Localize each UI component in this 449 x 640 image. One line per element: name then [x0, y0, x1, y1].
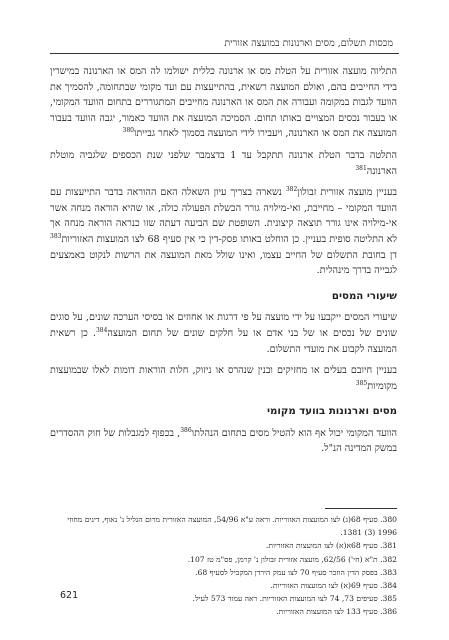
footnote-385: 385. סעיפים 73, 74 לצו המועצות האזוריות. ראה עמוד 573 לעיל.: [192, 594, 397, 604]
footnote-ref-385[interactable]: 385: [355, 379, 368, 387]
footnote-380: 380. סעיף 68(ג) לצו המועצות האזוריות. וראה ע"א 54/96, המועצה האזורית מרום הגליל נ' נאוף, דינים מחוזי 1996 (3) 1381.: [67, 515, 397, 538]
footnote-ref-383[interactable]: 383: [50, 232, 62, 240]
footnotes-list: [50, 513, 397, 619]
page-number: 621: [60, 590, 79, 601]
section-heading-local-committee: מסים וארנונות בוועד מקומי: [267, 406, 397, 418]
footnote-383: 383. בפסק הדין הוזכר סעיף 70 לצו עמק הירדן המקביל לסעיף 68.: [195, 567, 397, 577]
footnote-ref-382[interactable]: 382: [285, 185, 298, 193]
paragraph-1: התליוה מועצה אזורית על הטלת מס או ארנונה כללית ישולמו לה המס או הארנונה במישרין בידי החייבים בהם, ואולם המועצה רשאית, בהתייעצות עם ועד מקומי שבתחומה, להסמיך את הוועד לגבות במקומה ועבורה את המס או הארנונה מחייבים המתגוררים בתחום הוועד המקומי, או בעבור נכסים המצויים באותו תחום. הסמיכה המועצה את הוועד כאמור, יגבה הוועד בעבור המועצה את המס או הארנונה, ויעבירו לידי המועצה בסמוך לאחר גבייתו$^{380}$: [50, 66, 397, 140]
paragraph-2: התלטה בדבר הטלת ארנונה תתקבל עד 1 בדצמבר שלפני שנת הכספים שלגביה מוטלת הארנונה$^{381}$: [50, 149, 397, 177]
footnote-382: 382. ת"א (חי') 62/56, מועצה אזורית זבולון נ' קרמן, פס"מ טז 107.: [187, 554, 397, 564]
footnote-separator: [325, 508, 397, 509]
paragraph-4: שיעורי המסים ייקבעו על ידי מועצה על פי דרגות או אחוזים או בסיסי הערכה שונים, על סוגים שונים של נכסים או של בני אדם או על חלקים שונים של תחום המועצה$^{384}$. כן רשאית המועצה לקבוע את מועדי התשלום.: [50, 312, 397, 355]
footnote-ref-384[interactable]: 384: [95, 326, 108, 334]
footnote-381: 381. סעיף 68א(א) לצו המועצות האזוריות.: [265, 541, 397, 551]
footnote-386: 386. סעיף 133 לצו המועצות האזוריות.: [276, 607, 397, 617]
paragraph-3: בעניין מועצה אזורית זבולון$^{382}$ נשארה בצריך עיון השאלה האם ההוראה בדבר התייעצות עם הוועד המקומי – מחייבת, ואי-מילויה גורר הכשלת הפעולה כולה, או שהיא הוראה מנחה אשר אי-מילויה אינו גורר תוצאה קיצונית. השופטת שם הביעה דעתה שזו כנראה הוראה מנחה אך לא התליטה סופית בעניין. כן הוחלט באותו פסק-דין כי אין סעיף 68 לצו המועצות האזוריות$^{383}$ דן בחובת התשלום של החייב עצמו, ואינו שולל מאת המועצה את הרשות לנקוט באמצעים לגבייה בדרך מינהלית.: [50, 185, 397, 277]
footnote-ref-386[interactable]: 386: [180, 426, 192, 434]
footnote-ref-381[interactable]: 381: [355, 164, 367, 172]
paragraph-6: הוועד המקומי יכול אף הוא להטיל מסים בתחום הנהלתו$^{386}$, בכפוף למגבלות של חוק ההסדרים במשק המדינה הנ"ל.: [50, 426, 397, 455]
footnote-ref-380[interactable]: 380: [122, 127, 134, 135]
header-rule: [50, 53, 399, 54]
section-heading-tax-rates: שיעורי המסים: [331, 290, 397, 302]
footnote-384: 384. סעיף 69(א) לצו המועצות האזוריות.: [270, 581, 397, 591]
paragraph-5: בעניין חיובם בעלים או מחזיקים ובנין שנהרס או ניזוק, חלות הוראות דומות לאלו שבמועצות מקומיות$^{385}$: [50, 365, 397, 392]
running-header: מכסות תשלום, מסים וארנונות במועצה אזורית: [224, 38, 393, 49]
main-text: [50, 64, 397, 463]
